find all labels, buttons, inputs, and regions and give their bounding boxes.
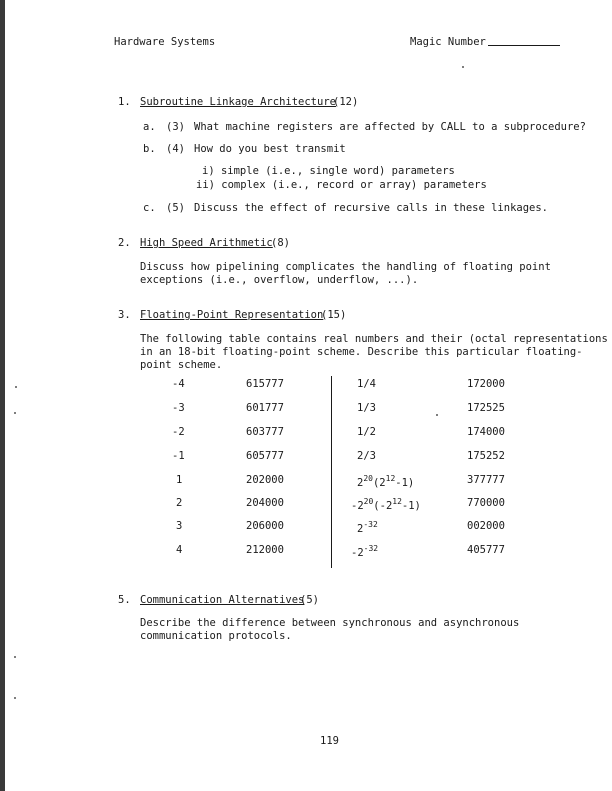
table-row: 1/4 [357,378,376,390]
table-cell-octal: 603777 [246,426,284,438]
table-row: 2/3 [357,450,376,462]
magic-number-blank[interactable] [488,45,560,46]
q2-title: High Speed Arithmetic [140,237,273,249]
table-cell-octal: 172525 [467,402,505,414]
scan-edge [0,0,5,791]
table-cell-octal: 405777 [467,544,505,556]
scan-speck [462,66,464,68]
q1-number: 1. [118,96,131,108]
table-row: -2 [172,426,185,438]
q1c-label: c. [143,202,156,214]
table-cell-octal: 175252 [467,450,505,462]
table-cell-octal: 770000 [467,497,505,509]
table-row: -3 [172,402,185,414]
table-row: -4 [172,378,185,390]
scan-speck [14,656,16,658]
table-cell-octal: 377777 [467,474,505,486]
magic-number-label: Magic Number [410,36,486,48]
table-cell-octal: 615777 [246,378,284,390]
q2-text-line2: exceptions (i.e., overflow, underflow, ...). [140,274,419,286]
q1c-points: (5) [166,202,185,214]
q1b-label: b. [143,143,156,155]
q5-text-line2: communication protocols. [140,630,292,642]
q1c-text: Discuss the effect of recursive calls in these linkages. [194,202,549,214]
table-cell-octal: 172000 [467,378,505,390]
q1-title: Subroutine Linkage Architecture [140,96,336,108]
table-cell-octal: 212000 [246,544,284,556]
q3-text-line3: point scheme. [140,359,223,371]
q5-points: (5) [300,594,319,606]
q3-points: (15) [321,309,347,321]
table-row: 1/3 [357,402,376,414]
table-cell-octal: 174000 [467,426,505,438]
q2-points: (8) [271,237,290,249]
q5-number: 5. [118,594,131,606]
q1b-points: (4) [166,143,185,155]
page-number: 119 [320,735,339,747]
table-row: 4 [176,544,183,556]
table-row-expression: $-2^{-32}$ [351,544,379,559]
table-cell-octal: 204000 [246,497,284,509]
table-cell-octal: 601777 [246,402,284,414]
q2-text-line1: Discuss how pipelining complicates the handling of floating point [140,261,551,273]
table-row: 3 [176,520,183,532]
q1b-item-ii: ii) complex (i.e., record or array) parameters [196,179,487,191]
q5-title: Communication Alternatives [140,594,305,606]
table-divider [331,376,332,568]
table-row-expression: $2^{20}(2^{12}-1)$ [357,474,415,489]
table-row-expression: $2^{-32}$ [357,520,378,535]
q3-text-line2: in an 18-bit floating-point scheme. Describe this particular floating- [140,346,583,358]
table-cell-octal: 002000 [467,520,505,532]
q1-points: (12) [333,96,359,108]
q1a-points: (3) [166,121,185,133]
scan-speck [14,412,16,414]
q3-title: Floating-Point Representation [140,309,324,321]
q3-text-line1: The following table contains real numbers and their (octal representations [140,333,608,345]
q2-number: 2. [118,237,131,249]
q1a-label: a. [143,121,156,133]
q1b-item-i: i) simple (i.e., single word) parameters [202,165,455,177]
q5-text-line1: Describe the difference between synchronous and asynchronous [140,617,520,629]
table-row: -1 [172,450,185,462]
table-cell-octal: 605777 [246,450,284,462]
table-row: 1 [176,474,183,486]
table-row: 1/2 [357,426,376,438]
table-cell-octal: 202000 [246,474,284,486]
q3-number: 3. [118,309,131,321]
q1a-text: What machine registers are affected by CALL to a subprocedure? [194,121,586,133]
table-row-expression: $-2^{20}(-2^{12}-1)$ [351,497,421,512]
scan-speck [15,386,17,388]
table-cell-octal: 206000 [246,520,284,532]
q1b-text: How do you best transmit [194,143,346,155]
table-row: 2 [176,497,183,509]
scan-speck [14,697,16,699]
scan-speck [436,414,438,416]
course-title: Hardware Systems [114,36,216,48]
